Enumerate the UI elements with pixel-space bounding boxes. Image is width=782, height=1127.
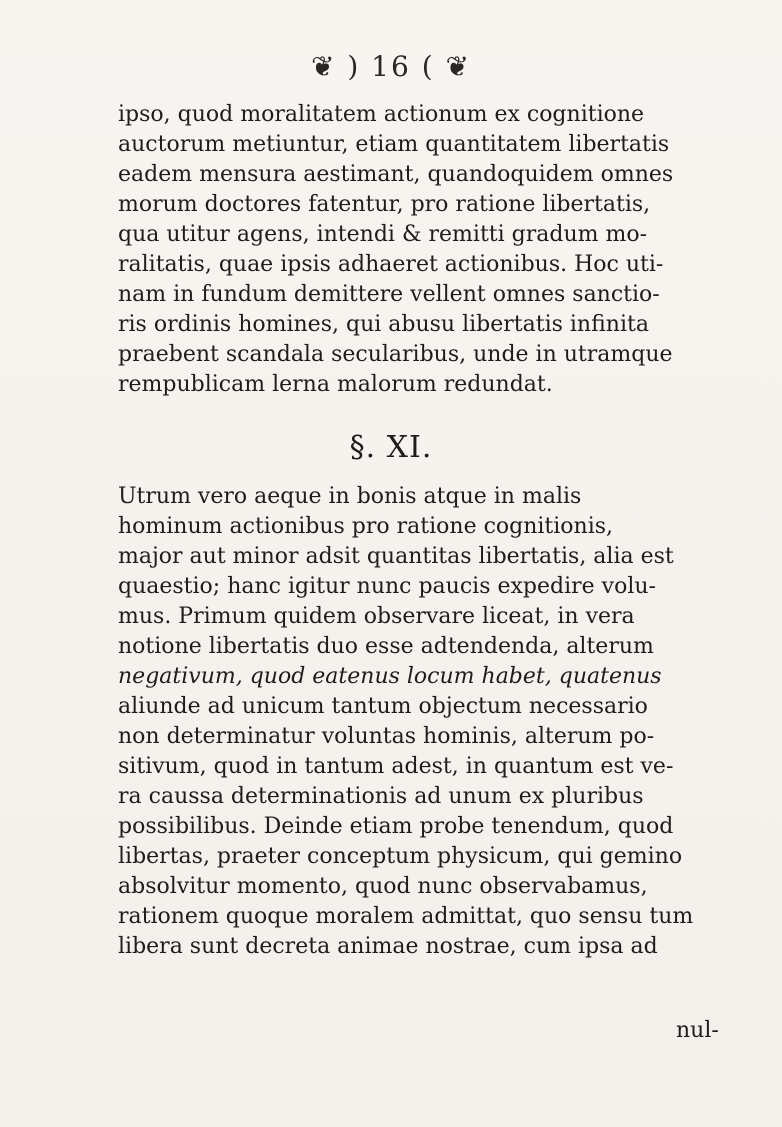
paragraph-line: auctorum metiuntur, etiam quantitatem libertatis	[118, 132, 670, 157]
paragraph-line: libera sunt decreta animae nostrae, cum ipsa ad	[118, 934, 658, 959]
paragraph-line: rationem quoque moralem admittat, quo sensu tum	[118, 904, 694, 929]
paragraph-line: sitivum, quod in tantum adest, in quantum est ve-	[118, 754, 674, 779]
paragraph-line: eadem mensura aestimant, quandoquidem omnes	[118, 162, 674, 187]
paragraph-line: qua utitur agens, intendi & remitti gradum mo-	[118, 222, 648, 247]
paragraph-line: quaestio; hanc igitur nunc paucis expedire volu-	[118, 574, 656, 599]
paragraph-line: negativum, quod eatenus locum habet, quatenus	[118, 664, 662, 689]
paragraph-line: aliunde ad unicum tantum objectum necessario	[118, 694, 648, 719]
paragraph-2	[118, 482, 746, 962]
paragraph-line: ra caussa determinationis ad unum ex pluribus	[118, 784, 644, 809]
paragraph-line: praebent scandala secularibus, unde in utramque	[118, 342, 673, 367]
paragraph-line: notione libertatis duo esse adtendenda, alterum	[118, 634, 654, 659]
paragraph-line: ipso, quod moralitatem actionum ex cognitione	[118, 102, 645, 127]
paragraph-line: hominum actionibus pro ratione cognitionis,	[118, 514, 614, 539]
paragraph-line: Utrum vero aeque in bonis atque in malis	[118, 484, 582, 509]
paragraph-line: libertas, praeter conceptum physicum, qui gemino	[118, 844, 683, 869]
paragraph-line: rempublicam lerna malorum redundat.	[118, 372, 553, 397]
paragraph-line: ris ordinis homines, qui abusu libertatis infinita	[118, 312, 649, 337]
paragraph-line: ralitatis, quae ipsis adhaeret actionibus. Hoc uti-	[118, 252, 664, 277]
section-heading: §. XI.	[349, 430, 433, 465]
paragraph-line: major aut minor adsit quantitas libertatis, alia est	[118, 544, 674, 569]
catchword: nul-	[676, 1018, 719, 1043]
paragraph-line: mus. Primum quidem observare liceat, in vera	[118, 604, 635, 629]
paragraph-line: non determinatur voluntas hominis, alterum po-	[118, 724, 655, 749]
paragraph-line: absolvitur momento, quod nunc observabamus,	[118, 874, 648, 899]
page-header: ❦ ) 16 ( ❦	[311, 50, 471, 83]
paragraph-line: morum doctores fatentur, pro ratione libertatis,	[118, 192, 651, 217]
paragraph-1	[118, 100, 746, 400]
paragraph-line: nam in fundum demittere vellent omnes sanctio-	[118, 282, 660, 307]
paragraph-line: possibilibus. Deinde etiam probe tenendum, quod	[118, 814, 674, 839]
